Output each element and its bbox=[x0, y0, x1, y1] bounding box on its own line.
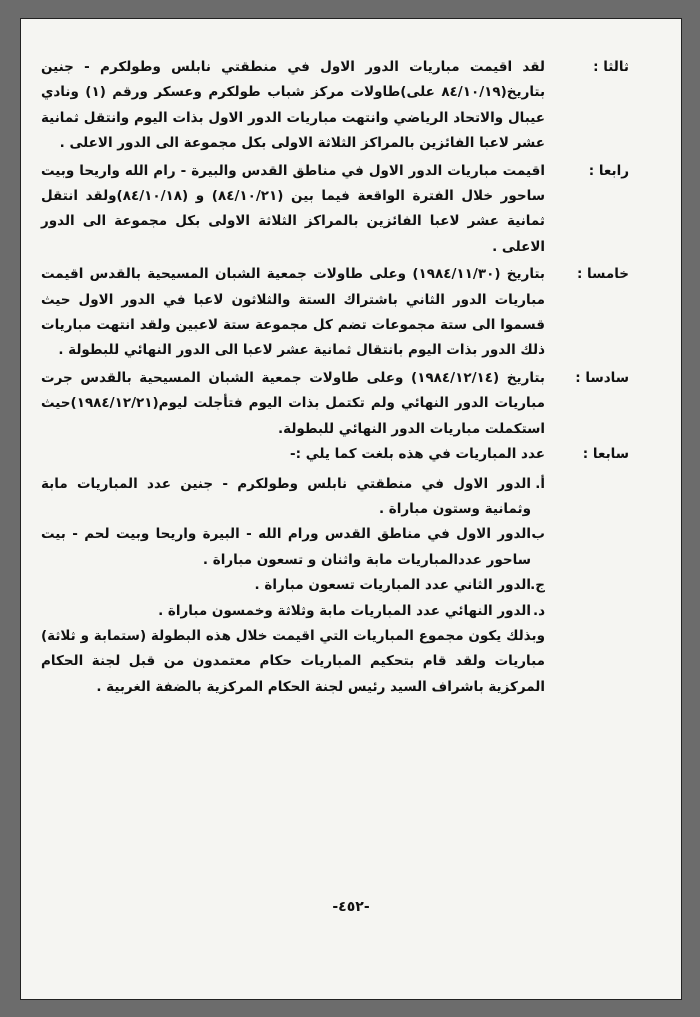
item-text: الدور الثاني عدد المباريات تسعون مباراة . bbox=[254, 577, 531, 594]
item-marker: أ. bbox=[535, 475, 545, 492]
list-item bbox=[41, 522, 545, 573]
section-label: خامسا : bbox=[576, 266, 629, 283]
section-text: بتاريخ (١٩٨٤/١٢/١٤) وعلى طاولات جمعية الشبان المسيحية بالقدس جرت مباريات الدور النهائي ولم تكتمل بذات اليوم فتأجلت ليوم(١٩٨٤/١٢/٢١)حيث استكملت مباريات الدور النهائي للبطولة. bbox=[41, 369, 545, 437]
document-body bbox=[41, 55, 629, 700]
page-number: -٤٥٢- bbox=[332, 899, 370, 915]
section-fourth bbox=[41, 159, 629, 261]
match-count-list bbox=[41, 472, 545, 624]
section-text bbox=[41, 442, 549, 700]
item-text: الدور الاول في منطقتي نابلس وطولكرم - جنين عدد المباريات مابة وثمانية وستون مباراة . bbox=[41, 475, 531, 517]
section-seventh bbox=[41, 442, 629, 700]
document-page bbox=[20, 18, 682, 1000]
item-marker: د. bbox=[532, 602, 545, 619]
list-item bbox=[41, 573, 545, 598]
item-text: الدور النهائي عدد المباريات مابة وثلاثة وخمسون مباراة . bbox=[158, 602, 531, 619]
section-label: رابعا : bbox=[588, 162, 629, 179]
section-third bbox=[41, 55, 629, 157]
closing-paragraph: وبذلك يكون مجموع المباريات التي اقيمت خلال هذه البطولة (ستمابة و ثلاثة) مباريات ولقد قام بتحكيم المباريات حكام معتمدون من قبل لجنة الحكام المركزية باشراف السيد رئيس لجنة الحكام المركزية بالضفة الغربية . bbox=[41, 627, 545, 695]
section-text: اقيمت مباريات الدور الاول في مناطق القدس والبيرة - رام الله واريحا وبيت ساحور خلال الفترة الواقعة فيما بين (٨٤/١٠/٢١) و (٨٤/١٠/١٨)ولقد انتقل ثمانية عشر لاعبا الفائزين بالمراكز الثلاثة الاولى بكل مجموعة الى الدور الاعلى . bbox=[41, 162, 545, 255]
item-text: الدور الاول في مناطق القدس ورام الله - البيرة واريحا وبيت لحم - بيت ساحور عددالمباريات مابة واثنان و تسعون مباراة . bbox=[41, 526, 531, 568]
section-fifth bbox=[41, 262, 629, 364]
item-marker: ج. bbox=[530, 577, 545, 594]
section-label: سابعا : bbox=[582, 446, 629, 463]
list-item bbox=[41, 599, 545, 624]
section-text: بتاريخ (١٩٨٤/١١/٣٠) وعلى طاولات جمعية الشبان المسيحية بالقدس اقيمت مباريات الدور الثاني باشتراك الستة والثلاثون لاعبا في الدور الاول حيث قسموا الى ستة مجموعات تضم كل مجموعة ستة لاعبين ولقد انتهت مباريات ذلك الدور بذات اليوم بانتقال ثمانية عشر لاعبا الى الدور النهائي للبطولة . bbox=[41, 266, 545, 359]
section-text: لقد اقيمت مباريات الدور الاول في منطقتي نابلس وطولكرم - جنين بتاريخ(٨٤/١٠/١٩ على)طاولات مركز شباب طولكرم وعسكر ورقم (١) ونادي عيبال والاتحاد الرياضي وانتهت مباريات الدور الاول بذات اليوم وانتقل ثمانية عشر لاعبا الفائزين بالمراكز الثلاثة الاولى بكل مجموعة الى الدور الاعلى . bbox=[41, 59, 546, 152]
section-label: سادسا : bbox=[575, 369, 629, 386]
section-label: ثالثا : bbox=[593, 59, 629, 75]
list-item bbox=[41, 472, 545, 523]
section-sixth bbox=[41, 366, 629, 442]
item-marker: ب. bbox=[526, 526, 545, 543]
section-intro: عدد المباريات في هذه بلغت كما يلي :- bbox=[290, 446, 545, 463]
